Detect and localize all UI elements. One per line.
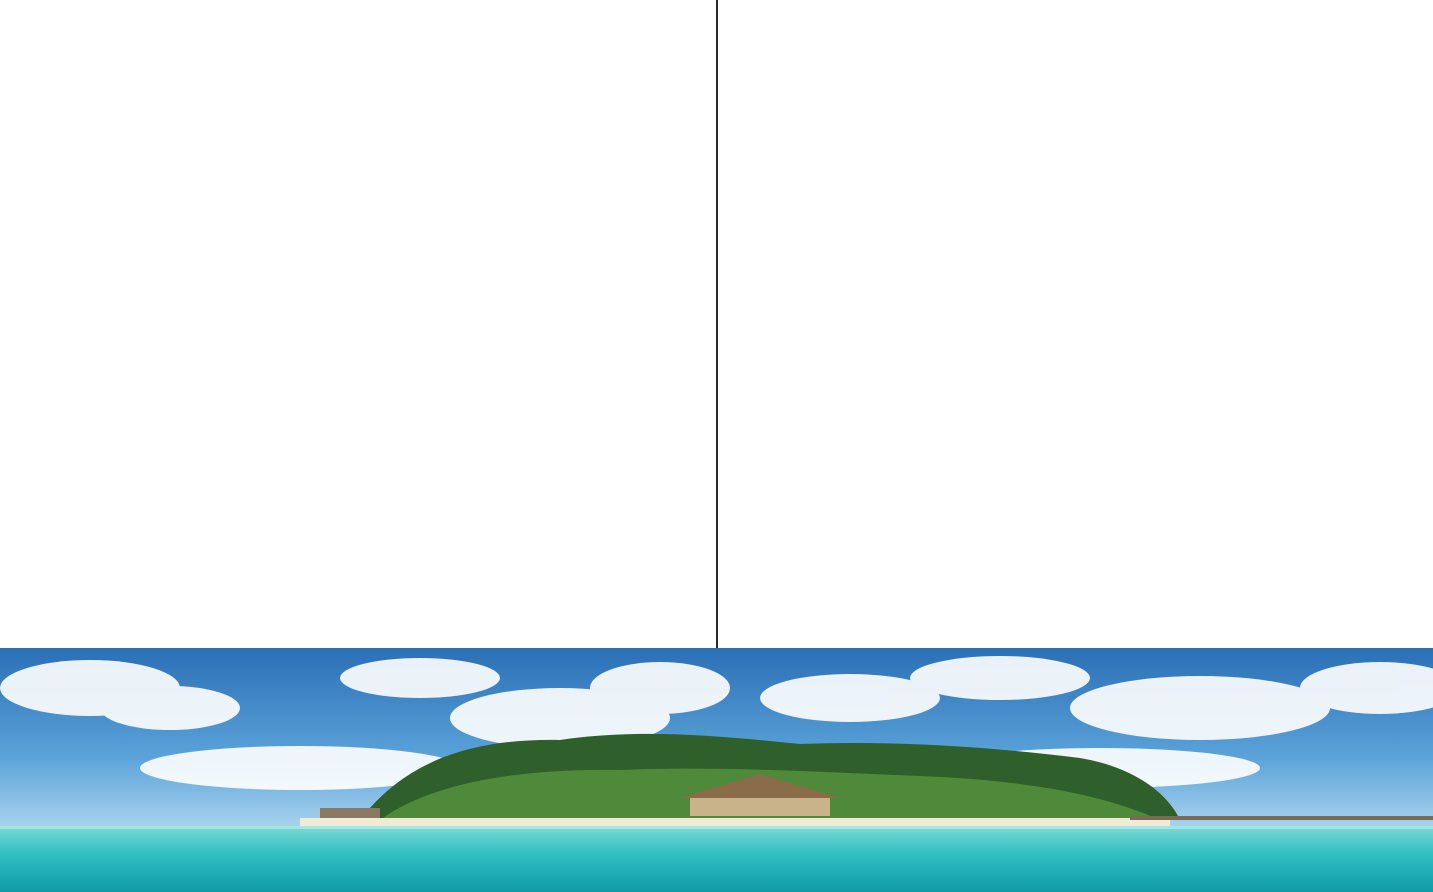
left-page	[0, 0, 716, 648]
right-page	[718, 0, 1433, 648]
tropical-island-photo	[0, 648, 1433, 892]
sea	[0, 826, 1433, 892]
